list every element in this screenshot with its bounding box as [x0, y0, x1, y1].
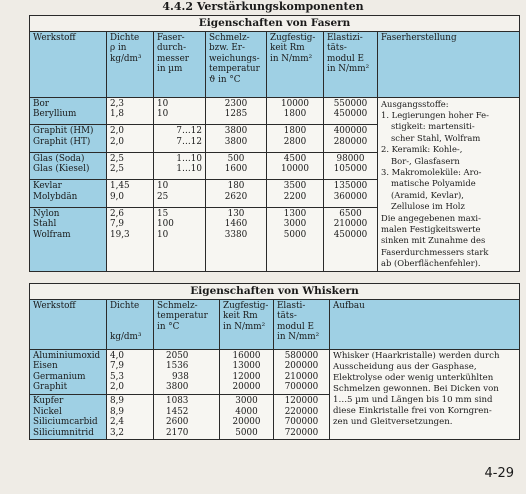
- fasern-caption: Eigenschaften von Fasern: [30, 16, 520, 32]
- fasern-dichte-cell: 2,3 1,8: [107, 97, 154, 125]
- fasern-table: [29, 15, 520, 272]
- fasern-durchmesser-cell: 10 25: [154, 180, 206, 208]
- fasern-emodul-cell: 135000 360000: [324, 180, 378, 208]
- fasern-header-temperatur: Schmelz- bzw. Er- weichungs- temperatur ϑ in °C: [206, 31, 267, 97]
- fasern-zugfestigkeit-cell: 3500 2200: [267, 180, 324, 208]
- fasern-temperatur-cell: 180 2620: [206, 180, 267, 208]
- fasern-dichte-cell: 2,5 2,5: [107, 152, 154, 180]
- fasern-durchmesser-cell: 1…10 1…10: [154, 152, 206, 180]
- whiskern-header-emodul: Elasti- täts- modul E in N/mm²: [274, 299, 330, 349]
- whiskern-dichte-cell: 4,0 7,9 5,3 2,0: [107, 349, 154, 394]
- fasern-header-herstellung: Faserherstellung: [378, 31, 520, 97]
- fasern-emodul-cell: 400000 280000: [324, 125, 378, 153]
- fasern-dichte-cell: 2,6 7,9 19,3: [107, 207, 154, 271]
- page-number: 4-29: [484, 466, 514, 481]
- fasern-header-dichte: Dichte ρ in kg/dm³: [107, 31, 154, 97]
- fasern-header-werkstoff: Werkstoff: [30, 31, 107, 97]
- whiskern-header-temperatur: Schmelz- temperatur in °C: [154, 299, 220, 349]
- fasern-header-emodul: Elastizi- täts- modul E in N/mm²: [324, 31, 378, 97]
- fasern-emodul-cell: 550000 450000: [324, 97, 378, 125]
- table-row: [30, 349, 520, 394]
- whiskern-werkstoff-cell: Aluminiumoxid Eisen Germanium Graphit: [30, 349, 107, 394]
- fasern-dichte-cell: 1,45 9,0: [107, 180, 154, 208]
- fasern-emodul-cell: 6500 210000 450000: [324, 207, 378, 271]
- fasern-temperatur-cell: 130 1460 3380: [206, 207, 267, 271]
- whiskern-werkstoff-cell: Kupfer Nickel Siliciumcarbid Siliciumnitrid: [30, 394, 107, 439]
- fasern-dichte-cell: 2,0 2,0: [107, 125, 154, 153]
- table-row: [30, 97, 520, 125]
- whiskern-zugfestigkeit-cell: 16000 13000 12000 20000: [220, 349, 274, 394]
- fasern-werkstoff-cell: Glas (Soda) Glas (Kiesel): [30, 152, 107, 180]
- fasern-temperatur-cell: 3800 3800: [206, 125, 267, 153]
- whiskern-table: [29, 283, 520, 440]
- whiskern-zugfestigkeit-cell: 3000 4000 20000 5000: [220, 394, 274, 439]
- fasern-werkstoff-cell: Nylon Stahl Wolfram: [30, 207, 107, 271]
- whiskern-temperatur-cell: 1083 1452 2600 2170: [154, 394, 220, 439]
- fasern-header-durchmesser: Faser- durch- messer in µm: [154, 31, 206, 97]
- whiskern-caption: Eigenschaften von Whiskern: [30, 284, 520, 300]
- fasern-zugfestigkeit-cell: 4500 10000: [267, 152, 324, 180]
- fasern-zugfestigkeit-cell: 10000 1800: [267, 97, 324, 125]
- fasern-durchmesser-cell: 7…12 7…12: [154, 125, 206, 153]
- fasern-herstellung-text: Ausgangsstoffe: 1. Legierungen hoher Fe- stigkeit: martensiti- scher Stahl, Wolfram 2. Keramik: Kohle-, Bor-, Glasfasern 3. Makromoleküle: Aro- matische Polyamide (Aramid, Kevlar), Zellulose im Holz Die angegebenen maxi- malen Festigkeitswerte sinken mit Zunahme des Faserdurchmessers stark ab (Oberflächenfehler).: [378, 97, 520, 271]
- fasern-zugfestigkeit-cell: 1800 2800: [267, 125, 324, 153]
- whiskern-header-dichte: Dichte kg/dm³: [107, 299, 154, 349]
- section-title: 4.4.2 Verstärkungskomponenten: [162, 0, 364, 13]
- fasern-zugfestigkeit-cell: 1300 3000 5000: [267, 207, 324, 271]
- whiskern-emodul-cell: 580000 200000 210000 700000: [274, 349, 330, 394]
- fasern-werkstoff-cell: Kevlar Molybdän: [30, 180, 107, 208]
- whiskern-header-werkstoff: Werkstoff: [30, 299, 107, 349]
- fasern-temperatur-cell: 500 1600: [206, 152, 267, 180]
- fasern-emodul-cell: 98000 105000: [324, 152, 378, 180]
- whiskern-dichte-cell: 8,9 8,9 2,4 3,2: [107, 394, 154, 439]
- fasern-werkstoff-cell: Graphit (HM) Graphit (HT): [30, 125, 107, 153]
- whiskern-header-aufbau: Aufbau: [330, 299, 520, 349]
- whiskern-temperatur-cell: 2050 1536 938 3800: [154, 349, 220, 394]
- fasern-durchmesser-cell: 10 10: [154, 97, 206, 125]
- fasern-header-zugfestigkeit: Zugfestig- keit Rm in N/mm²: [267, 31, 324, 97]
- fasern-werkstoff-cell: Bor Beryllium: [30, 97, 107, 125]
- whiskern-header-zugfestigkeit: Zugfestig- keit Rm in N/mm²: [220, 299, 274, 349]
- whiskern-emodul-cell: 120000 220000 700000 720000: [274, 394, 330, 439]
- whiskern-aufbau-text: Whisker (Haarkristalle) werden durch Ausscheidung aus der Gasphase, Elektrolyse oder wenig unterkühlten Schmelzen gewonnen. Bei Dicken von 1…5 µm und Längen bis 10 mm sind diese Einkristalle frei von Korngren- zen und Gleitversetzungen.: [330, 349, 520, 440]
- fasern-durchmesser-cell: 15 100 10: [154, 207, 206, 271]
- fasern-temperatur-cell: 2300 1285: [206, 97, 267, 125]
